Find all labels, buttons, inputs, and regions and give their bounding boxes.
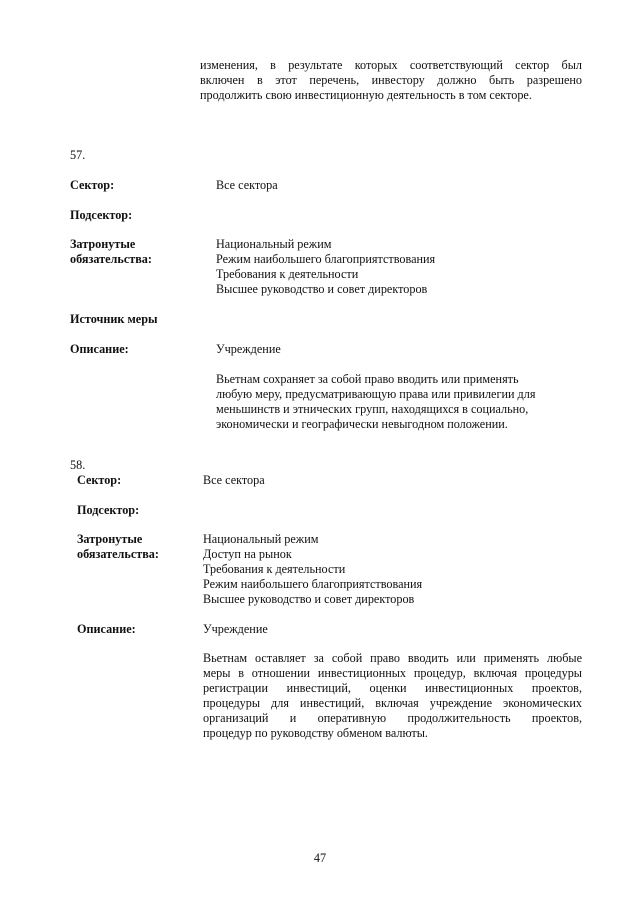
description-line: процедур по руководству обменом валюты. [203,726,428,740]
description-line: процедуры для инвестиций, включая учреждение экономических [203,696,582,710]
obligation-item: Национальный режим [216,237,332,251]
entry-58-description-title: Учреждение [203,622,268,636]
obligation-item: Требования к деятельности [203,562,346,576]
obligations-label-line: обязательства: [70,252,152,266]
intro-line: изменения, в результате которых соответствующий сектор был [200,58,582,72]
entry-57-obligations-label [70,237,152,267]
entry-57-obligations-list [216,237,435,297]
obligations-label-line: Затронутые [77,532,143,546]
obligation-item: Национальный режим [203,532,319,546]
obligations-label-line: обязательства: [77,547,159,561]
entry-58-obligations-label [77,532,159,562]
entry-58-subsector-label: Подсектор: [77,503,140,517]
entry-58-number: 58. [70,458,86,472]
entry-57-sector-label: Сектор: [70,178,115,192]
entry-58-sector-label: Сектор: [77,473,122,487]
description-line: Вьетнам оставляет за собой право вводить или применять любые [203,651,582,665]
obligation-item: Доступ на рынок [203,547,292,561]
description-line: любую меру, предусматривающую права или привилегии для [216,387,536,401]
entry-57-source-label: Источник меры [70,312,158,326]
description-line: меры в отношении инвестиционных процедур, включая процедуры [203,666,582,680]
description-line: регистрации инвестиций, оценки инвестиционных проектов, [203,681,582,695]
entry-57-subsector-label: Подсектор: [70,208,133,222]
entry-58-description-label: Описание: [77,622,136,636]
intro-paragraph [200,58,582,103]
entry-57-description-text [216,372,535,432]
entry-57-description-title: Учреждение [216,342,281,356]
description-line: Вьетнам сохраняет за собой право вводить или применять [216,372,519,386]
page-number: 47 [313,851,327,865]
obligation-item: Высшее руководство и совет директоров [216,282,428,296]
obligation-item: Требования к деятельности [216,267,359,281]
obligation-item: Режим наибольшего благоприятствования [203,577,423,591]
intro-line: включен в этот перечень, инвестору должно быть разрешено [200,73,582,87]
entry-57-sector-value: Все сектора [216,178,278,192]
obligation-item: Режим наибольшего благоприятствования [216,252,436,266]
description-line: организаций и оперативную продолжительность проектов, [203,711,582,725]
entry-57-description-label: Описание: [70,342,129,356]
entry-58-description-text [203,651,582,741]
entry-58-obligations-list [203,532,422,607]
description-line: экономически и географически невыгодном положении. [216,417,508,431]
obligation-item: Высшее руководство и совет директоров [203,592,415,606]
entry-57-number: 57. [70,148,86,162]
entry-58-sector-value: Все сектора [203,473,265,487]
obligations-label-line: Затронутые [70,237,136,251]
intro-line: продолжить свою инвестиционную деятельность в том секторе. [200,88,532,102]
description-line: меньшинств и этнических групп, находящихся в социально, [216,402,529,416]
